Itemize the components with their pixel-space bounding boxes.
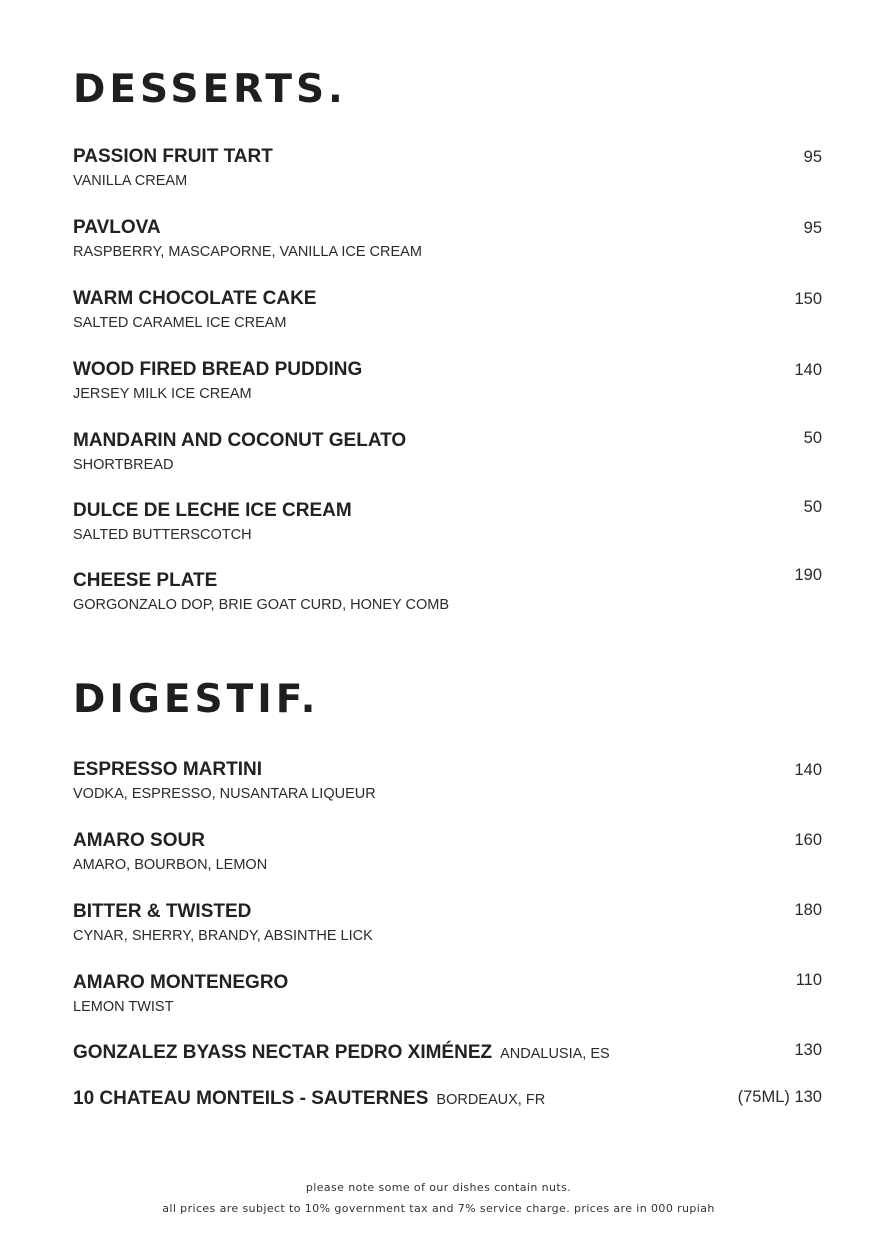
item-description: GORGONZALO DOP, BRIE GOAT CURD, HONEY COMB [73,597,449,613]
item-description: SALTED BUTTERSCOTCH [73,527,252,543]
item-price: 140 [794,361,822,379]
item-price: (75ML) 130 [737,1088,822,1106]
item-description: AMARO, BOURBON, LEMON [73,857,268,873]
item-description: SHORTBREAD [73,457,174,473]
item-name [73,1042,822,1065]
item-price: 130 [794,1041,822,1059]
menu-item-pavlova [73,217,822,261]
menu-item-warm-chocolate-cake [73,288,822,332]
footer-price-notice: all prices are subject to 10% government tax and 7% service charge. prices are in 000 rupiah [162,1202,715,1215]
menu-item-espresso-martini [73,759,822,803]
item-origin: BORDEAUX, FR [436,1092,546,1108]
item-price: 150 [794,290,822,308]
item-description: CYNAR, SHERRY, BRANDY, ABSINTHE LICK [73,928,373,944]
menu-item-amaro-sour [73,830,822,874]
menu-item-dulce-de-leche [73,500,822,544]
desserts-title: DESSERTS. [73,67,347,112]
item-name: CHEESE PLATE [73,570,218,591]
item-description: JERSEY MILK ICE CREAM [73,386,252,402]
menu-item-cheese-plate [73,566,822,614]
item-price: 50 [803,498,822,516]
item-origin: ANDALUSIA, ES [500,1046,610,1062]
item-description: VODKA, ESPRESSO, NUSANTARA LIQUEUR [73,786,376,802]
menu-item-bitter-twisted [73,901,822,945]
item-name: AMARO MONTENEGRO [73,972,289,993]
item-description: LEMON TWIST [73,999,174,1015]
item-price: 95 [803,148,822,166]
item-name: WOOD FIRED BREAD PUDDING [73,359,363,380]
item-description: VANILLA CREAM [73,173,188,189]
menu-item-chateau-monteils [73,1088,822,1111]
footer-nut-notice: please note some of our dishes contain nuts. [305,1181,572,1194]
menu-item-wood-fired-bread-pudding [73,359,822,403]
item-name: ESPRESSO MARTINI [73,759,262,780]
item-name: BITTER & TWISTED [73,901,252,922]
item-name: AMARO SOUR [73,830,205,851]
item-name [73,1088,822,1111]
item-price: 110 [795,971,822,989]
item-description: RASPBERRY, MASCAPORNE, VANILLA ICE CREAM [73,244,422,260]
item-name-text: 10 CHATEAU MONTEILS - SAUTERNES [73,1088,429,1109]
item-name: PAVLOVA [73,217,161,238]
item-name: PASSION FRUIT TART [73,146,273,167]
item-price: 50 [803,429,822,447]
item-name: DULCE DE LECHE ICE CREAM [73,500,352,521]
digestif-title: DIGESTIF. [73,677,320,722]
item-name: WARM CHOCOLATE CAKE [73,288,317,309]
item-price: 95 [803,219,822,237]
menu-item-gonzalez-byass [73,1042,822,1065]
item-price: 140 [794,761,822,779]
menu-item-amaro-montenegro [73,972,822,1016]
item-description: SALTED CARAMEL ICE CREAM [73,315,287,331]
item-price: 180 [794,901,822,919]
item-name-text: GONZALEZ BYASS NECTAR PEDRO XIMÉNEZ [73,1042,493,1063]
item-price: 160 [794,831,822,849]
menu-item-mandarin-coconut-gelato [73,430,822,474]
menu-item-passion-fruit-tart [73,146,822,190]
item-name: MANDARIN AND COCONUT GELATO [73,430,407,451]
item-price: 190 [794,566,822,584]
